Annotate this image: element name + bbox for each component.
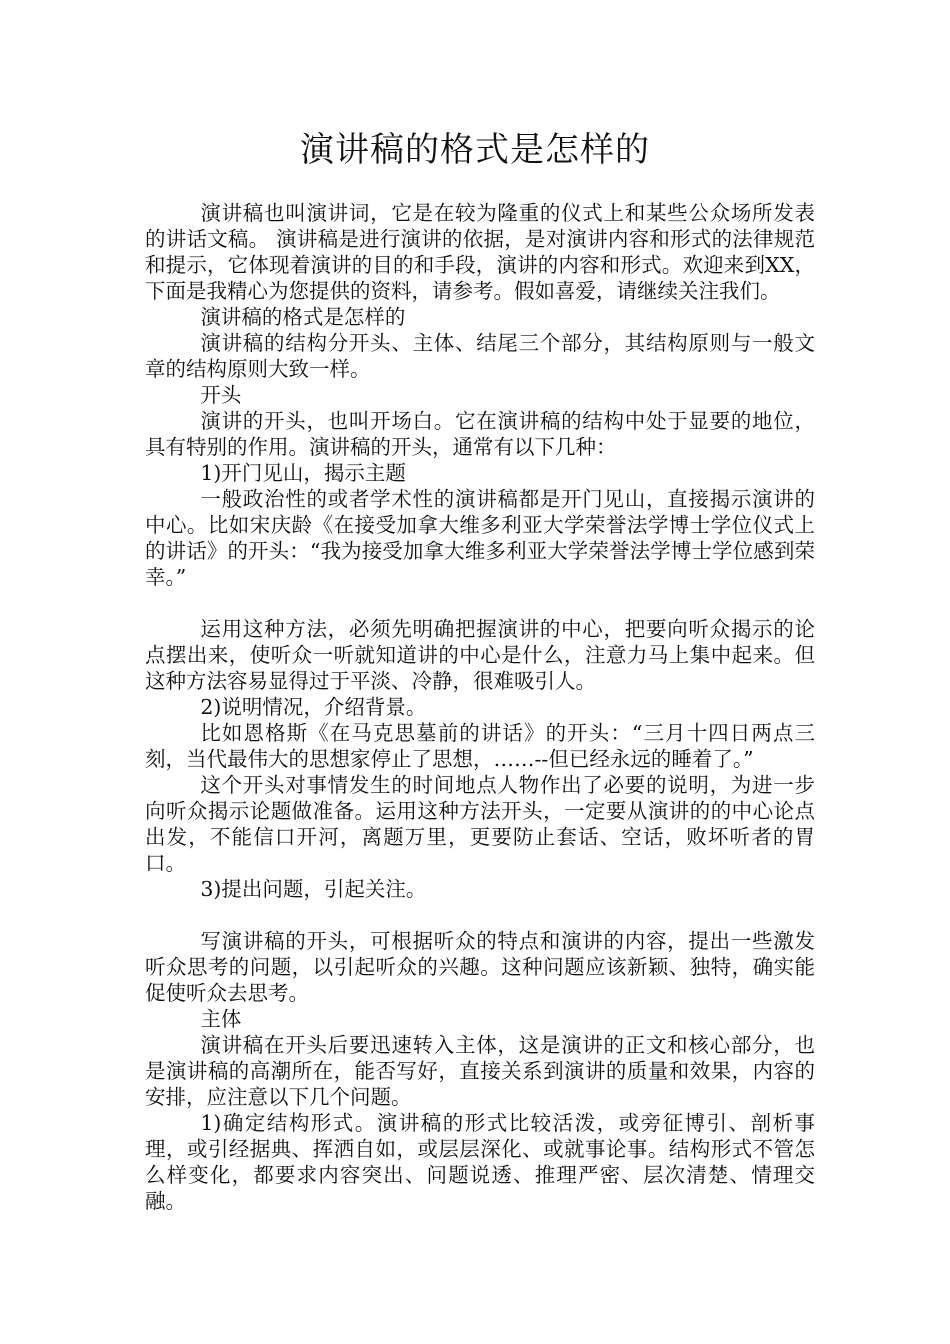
paragraph-opening-1-detail: 一般政治性的或者学术性的演讲稿都是开门见山，直接揭示演讲的中心。比如宋庆龄《在接受加拿大维多利亚大学荣誉法学博士学位仪式上的讲话》的开头：“我为接受加拿大维多利亚大学荣誉法学博士学位感到荣幸。”: [145, 487, 815, 589]
paragraph-opening-intro: 演讲的开头，也叫开场白。它在演讲稿的结构中处于显要的地位，具有特别的作用。演讲稿的开头，通常有以下几种：: [145, 409, 815, 459]
spacer: [145, 590, 815, 616]
paragraph-body-intro: 演讲稿在开头后要迅速转入主体，这是演讲的正文和核心部分，也是演讲稿的高潮所在，能否写好，直接关系到演讲的质量和效果，内容的安排，应注意以下几个问题。: [145, 1033, 815, 1109]
section-heading-body: 主体: [200, 1007, 242, 1031]
section-heading-opening: 开头: [200, 383, 242, 407]
paragraph-opening-1-method: 运用这种方法，必须先明确把握演讲的中心，把要向听众揭示的论点摆出来，使听众一听就知道讲的中心是什么，注意力马上集中起来。但这种方法容易显得过于平淡、冷静，很难吸引人。: [145, 617, 815, 693]
list-item-opening-2: 2)说明情况，介绍背景。: [200, 695, 427, 719]
document-body: [145, 200, 815, 1214]
list-item-opening-3: 3)提出问题，引起关注。: [200, 877, 427, 901]
document-title: 演讲稿的格式是怎样的: [300, 130, 650, 170]
paragraph-opening-2-detail: 这个开头对事情发生的时间地点人物作出了必要的说明，为进一步向听众揭示论题做准备。运用这种方法开头，一定要从演讲的的中心论点出发，不能信口开河，离题万里，更要防止套话、空话，败坏听者的胃口。: [145, 773, 815, 875]
paragraph-opening-3-detail: 写演讲稿的开头，可根据听众的特点和演讲的内容，提出一些激发听众思考的问题，以引起听众的兴趣。这种问题应该新颖、独特，确实能促使听众去思考。: [145, 929, 815, 1005]
spacer: [145, 902, 815, 928]
list-item-opening-1: 1)开门见山，揭示主题: [200, 461, 406, 485]
paragraph-subtitle: 演讲稿的格式是怎样的: [200, 305, 406, 329]
paragraph-opening-2-example: 比如恩格斯《在马克思墓前的讲话》的开头：“三月十四日两点三刻，当代最伟大的思想家停止了思想，……--但已经永远的睡着了。”: [145, 721, 815, 771]
paragraph-intro: 演讲稿也叫演讲词，它是在较为隆重的仪式上和某些公众场所发表的讲话文稿。 演讲稿是进行演讲的依据，是对演讲内容和形式的法律规范和提示，它体现着演讲的目的和手段，演讲的内容和形式。欢迎来到XX，下面是我精心为您提供的资料，请参考。假如喜爱，请继续关注我们。: [145, 201, 815, 303]
list-item-body-1: 1)确定结构形式。演讲稿的形式比较活泼，或旁征博引、剖析事理，或引经据典、挥洒自如，或层层深化、或就事论事。结构形式不管怎么样变化，都要求内容突出、问题说透、推理严密、层次清楚、情理交融。: [145, 1111, 815, 1213]
paragraph-structure: 演讲稿的结构分开头、主体、结尾三个部分，其结构原则与一般文章的结构原则大致一样。: [145, 331, 815, 381]
